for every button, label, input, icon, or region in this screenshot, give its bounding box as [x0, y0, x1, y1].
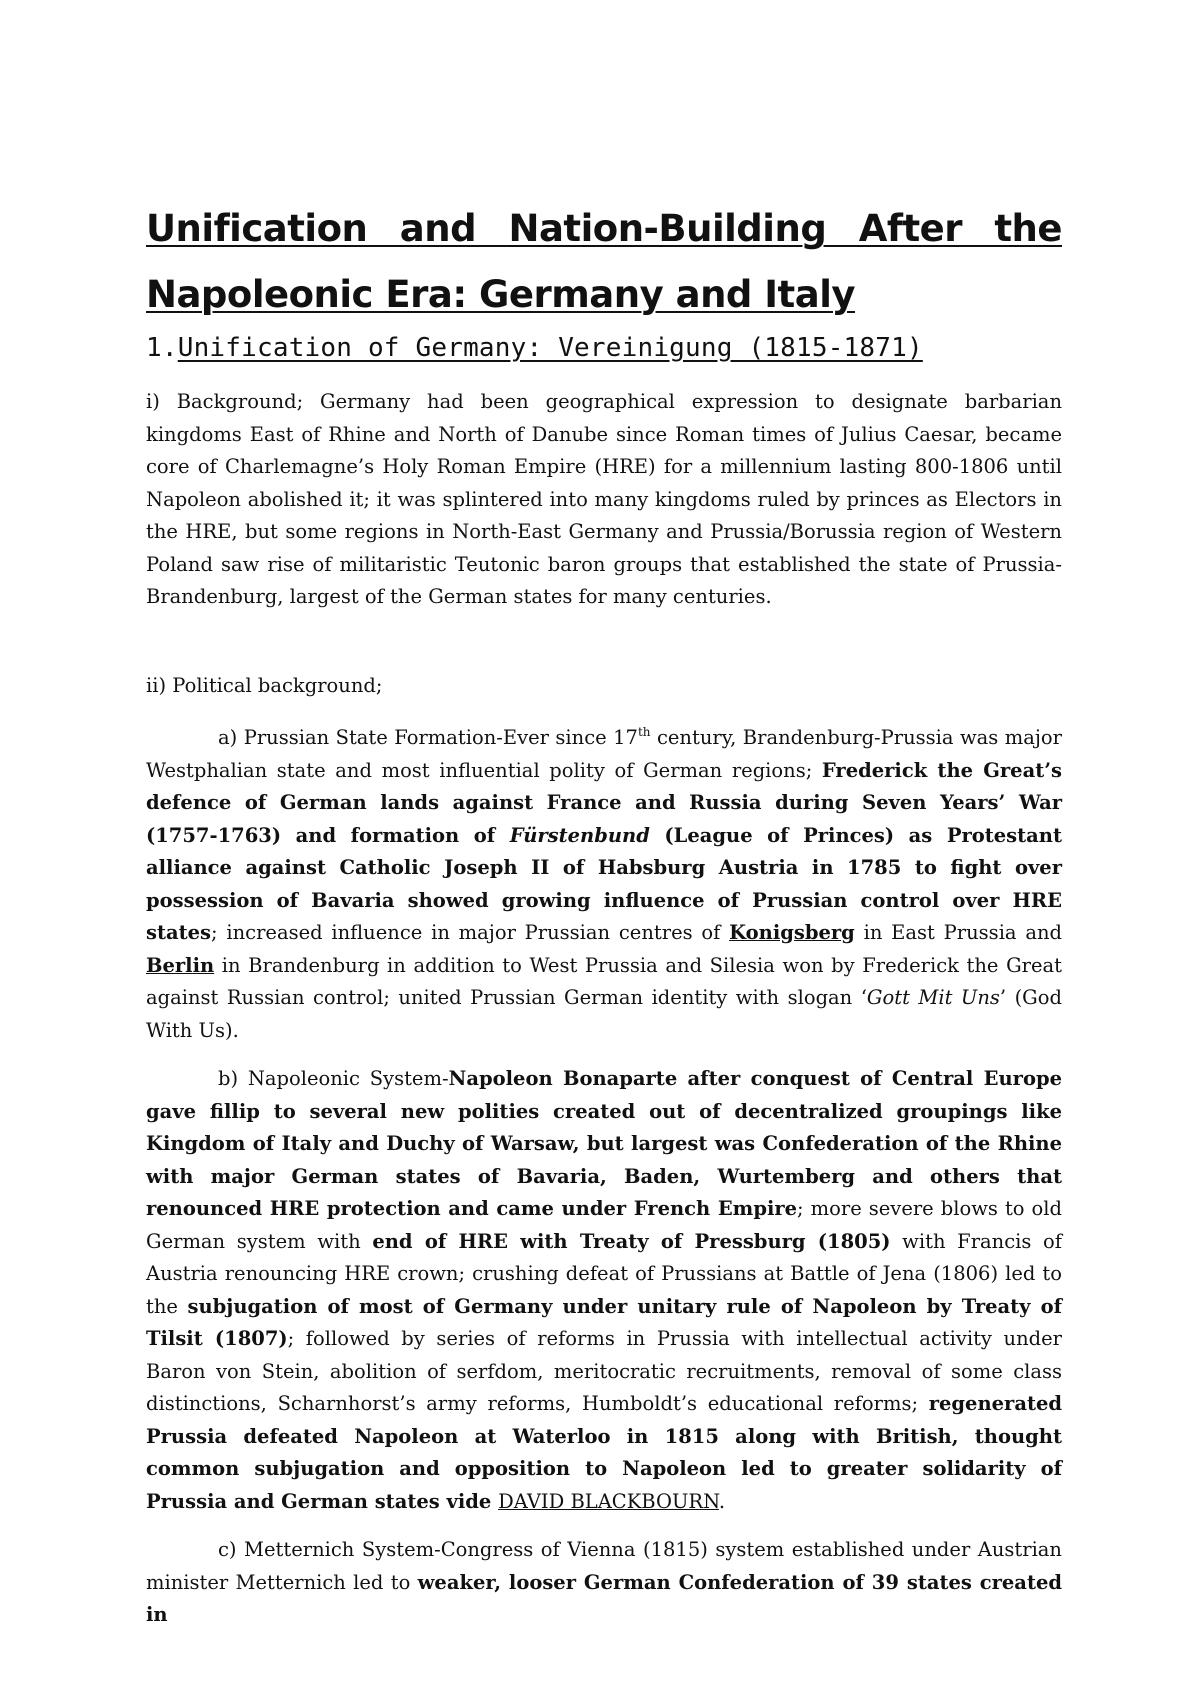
bold-run: regenerated Prussia defeated Napoleon at Waterloo in 1815 along with British, thought common subjugation and opposition to Napoleon led to greater solidarity of Prussia and German states vide	[146, 1392, 1062, 1513]
section-heading-germany	[146, 328, 1062, 368]
section-number: 1.	[146, 333, 178, 363]
bold-run: (League of Princes) as Protestant alliance against Catholic Joseph II of Habsburg Austria in 1785 to fight over possession of Bavaria showed growing influence of Prussian control over HRE states	[146, 823, 1062, 944]
text-run: .	[718, 1489, 726, 1513]
bold-run: Napoleon Bonaparte after conquest of Central Europe gave fillip to several new polities created out of decentralized groupings like Kingdom of Italy and Duchy of Warsaw, but largest was Confederation of the Rhine with major German states of Bavaria, Baden, Wurtemberg and others that renounced HRE protection and came under French Empire	[146, 1067, 1062, 1220]
bold-italic-run: Fürstenbund	[509, 823, 650, 847]
superscript: th	[637, 725, 651, 739]
text-run: c) Metternich System-Congress of Vienna (1815) system established under Austrian minister Metternich led to	[146, 1538, 1062, 1594]
bold-run: Frederick the Great’s defence of German lands against France and Russia during Seven Years’ War (1757-1763) and formation of	[146, 758, 1062, 847]
document-page	[146, 196, 1062, 1632]
text-run: century, Brandenburg-Prussia was major Westphalian state and most influential polity of German regions;	[146, 726, 1062, 782]
paragraph-metternich-system	[146, 1534, 1062, 1632]
italic-run: Gott Mit Uns	[866, 986, 1000, 1009]
text-run: ; more severe blows to old German system with	[146, 1197, 1062, 1253]
paragraph-prussian-state-formation	[146, 722, 1062, 1047]
text-run: with Francis of Austria renouncing HRE crown; crushing defeat of Prussians at Battle of Jena (1806) led to the	[146, 1229, 1062, 1318]
text-run: in Brandenburg in addition to West Prussia and Silesia won by Frederick the Great against Russian control; united Prussian German identity with slogan ‘	[146, 953, 1062, 1009]
text-run: ; increased influence in major Prussian centres of	[211, 921, 730, 944]
document-title: Unification and Nation-Building After the Napoleonic Era: Germany and Italy	[146, 207, 1062, 316]
text-run: b) Napoleonic System-	[218, 1067, 449, 1090]
keyword-berlin: Berlin	[146, 953, 215, 977]
section-heading-text: Unification of Germany: Vereinigung (1815-1871)	[177, 333, 923, 363]
keyword-konigsberg: Konigsberg	[729, 921, 855, 944]
text-run: a) Prussian State Formation-Ever since 17	[218, 726, 638, 749]
text-run: ; followed by series of reforms in Prussia with intellectual activity under Baron von Stein, abolition of serfdom, meritocratic recruitments, removal of some class distinctions, Scharnhorst’s army reforms, Humboldt’s educational reforms;	[146, 1327, 1062, 1415]
bold-run: end of HRE with Treaty of Pressburg (1805)	[372, 1229, 891, 1253]
paragraph-political-background: ii) Political background;	[146, 673, 383, 697]
text-run: ’ (God With Us).	[146, 986, 1062, 1042]
bold-run: weaker, looser German Confederation of 39 states created in	[146, 1570, 1062, 1626]
paragraph-background: i) Background; Germany had been geographical expression to designate barbarian kingdoms East of Rhine and North of Danube since Roman times of Julius Caesar, became core of Charlemagne’s Holy Roman Empire (HRE) for a millennium lasting 800-1806 until Napoleon abolished it; it was splintered into many kingdoms ruled by princes as Electors in the HRE, but some regions in North-East Germany and Prussia/Borussia region of Western Poland saw rise of militaristic Teutonic baron groups that established the state of Prussia-Brandenburg, largest of the German states for many centuries.	[146, 390, 1062, 608]
paragraph-napoleonic-system	[146, 1063, 1062, 1518]
bold-run: subjugation of most of Germany under unitary rule of Napoleon by Treaty of Tilsit (1807)	[146, 1294, 1062, 1350]
text-run: in East Prussia and	[854, 921, 1062, 944]
author-reference: DAVID BLACKBOURN	[498, 1489, 719, 1513]
